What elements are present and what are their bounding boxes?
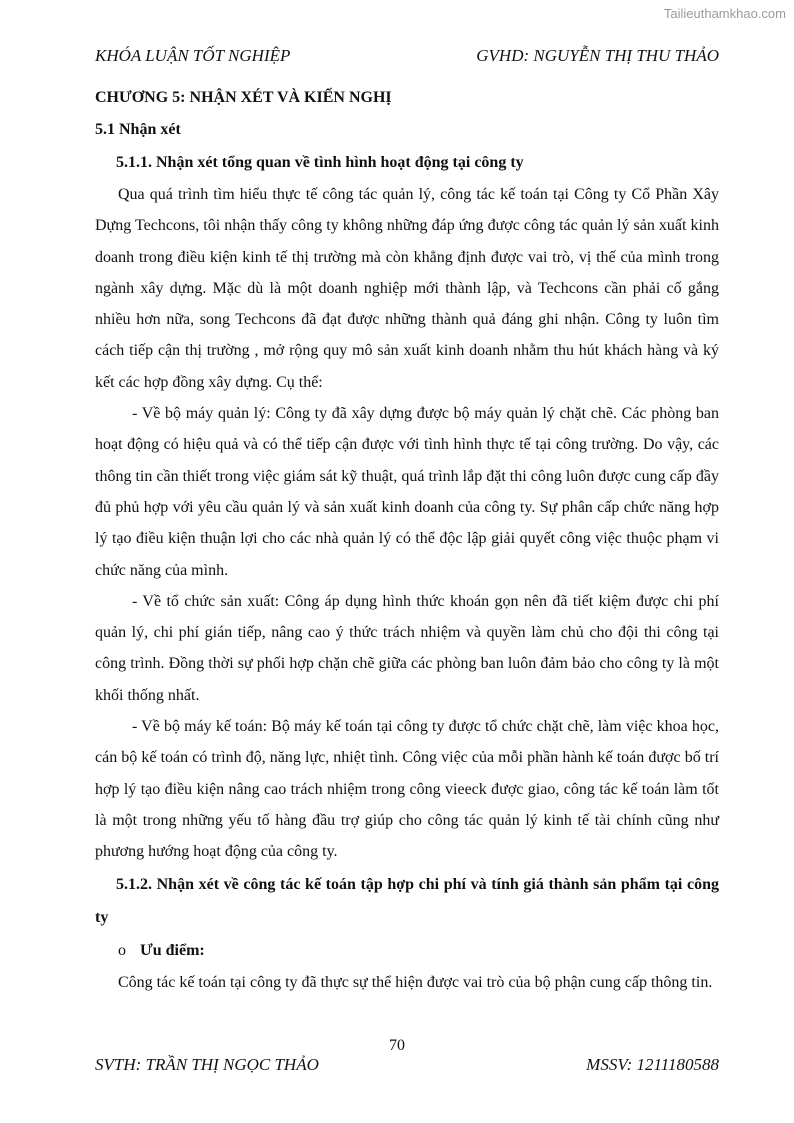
footer-student: SVTH: TRẦN THỊ NGỌC THẢO	[95, 1055, 319, 1074]
advantage-label: Ưu điểm:	[140, 941, 205, 959]
page-content	[95, 82, 719, 998]
watermark: Tailieuthamkhao.com	[663, 6, 786, 21]
bullet-accounting: - Về bộ máy kế toán: Bộ máy kế toán tại công ty được tổ chức chặt chẽ, làm việc khoa học, cán bộ kế toán có trình độ, năng lực, nhiệt tình. Công việc của mỗi phần hành kế toán được bố trí hợp lý tạo điều kiện nâng cao trách nhiệm trong công vieeck được giao, công tác kế toán làm tốt là một trong những yếu tố hàng đầu trợ giúp cho công tác quản lý kinh tế tài chính cũng như phương hướng hoạt động của công ty.	[95, 718, 719, 861]
section-title: 5.1 Nhận xét	[95, 121, 181, 138]
circle-bullet-icon: o	[118, 941, 126, 959]
intro-paragraph: Qua quá trình tìm hiểu thực tế công tác quản lý, công tác kế toán tại Công ty Cổ Phần Xây Dựng Techcons, tôi nhận thấy công ty không những đáp ứng được công tác quản lý sản xuất kinh doanh trong điều kiện kinh tế thị trường mà còn khẳng định được vai trò, vị thế của mình trong ngành xây dựng. Mặc dù là một doanh nghiệp mới thành lập, và Techcons cần phải cố gắng nhiều hơn nữa, song Techcons đã đạt được những thành quả đáng ghi nhận. Công ty luôn tìm cách tiếp cận thị trường , mở rộng quy mô sản xuất kinh doanh nhằm thu hút khách hàng và ký kết các hợp đồng xây dựng. Cụ thể:	[95, 186, 719, 391]
bullet-management: - Về bộ máy quản lý: Công ty đã xây dựng được bộ máy quản lý chặt chẽ. Các phòng ban hoạt động có hiệu quả và có thể tiếp cận được với tình hình thực tế tại công trường. Do vậy, các thông tin cần thiết trong việc giám sát kỹ thuật, quá trình lắp đặt thi công luôn được cung cấp đầy đủ phủ hợp với yêu cầu quản lý và sản xuất kinh doanh của công ty. Sự phân cấp chức năng hợp lý tạo điều kiện thuận lợi cho các nhà quản lý có thể độc lập giải quyết công việc thuộc phạm vi chức năng của mình.	[95, 405, 719, 579]
subsection-2-title: 5.1.2. Nhận xét về công tác kế toán tập hợp chi phí và tính giá thành sản phẩm tại công ty	[95, 875, 719, 926]
bullet-production: - Về tổ chức sản xuất: Công áp dụng hình thức khoán gọn nên đã tiết kiệm được chi phí quản lý, chi phí gián tiếp, nâng cao ý thức trách nhiệm và quyền làm chủ cho đội thi công tại công trình. Đồng thời sự phối hợp chặn chẽ giữa các phòng ban luôn đảm bảo cho công ty là một khối thống nhất.	[95, 592, 719, 704]
header-supervisor: GVHD: NGUYỄN THỊ THU THẢO	[476, 46, 719, 65]
footer-student-id: MSSV: 1211180588	[586, 1055, 719, 1074]
page-number: 70	[389, 1037, 405, 1054]
page-header	[95, 46, 719, 70]
chapter-title: CHƯƠNG 5: NHẬN XÉT VÀ KIẾN NGHỊ	[95, 89, 392, 106]
advantage-paragraph: Công tác kế toán tại công ty đã thực sự thể hiện được vai trò của bộ phận cung cấp thông tin.	[118, 973, 713, 991]
page-footer	[95, 1055, 719, 1079]
header-thesis-label: KHÓA LUẬN TỐT NGHIỆP	[95, 46, 291, 65]
subsection-1-title: 5.1.1. Nhận xét tổng quan về tình hình hoạt động tại công ty	[116, 154, 524, 171]
advantage-heading	[95, 934, 719, 967]
